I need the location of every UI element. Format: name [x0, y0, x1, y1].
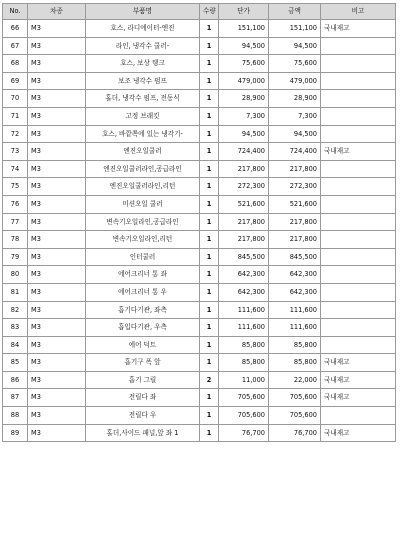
model-cell: M3	[28, 143, 86, 161]
model-cell: M3	[28, 20, 86, 38]
note-cell	[321, 248, 396, 266]
quantity-cell: 1	[200, 266, 219, 284]
table-row	[3, 37, 396, 55]
table-row	[3, 195, 396, 213]
quantity-cell: 1	[200, 160, 219, 178]
quantity-cell: 1	[200, 107, 219, 125]
unit-price-cell: 151,100	[219, 20, 269, 38]
part-name-cell: 변속기오일라인,리턴	[86, 231, 200, 249]
part-name-cell: 에어크리너 통 우	[86, 283, 200, 301]
note-cell	[321, 336, 396, 354]
table-row	[3, 20, 396, 38]
row-number: 74	[3, 160, 28, 178]
amount-cell: 521,600	[269, 195, 321, 213]
model-cell: M3	[28, 389, 86, 407]
quantity-cell: 1	[200, 283, 219, 301]
table-row	[3, 72, 396, 90]
quantity-cell: 1	[200, 231, 219, 249]
row-number: 80	[3, 266, 28, 284]
unit-price-cell: 94,500	[219, 37, 269, 55]
part-name-cell: 호스, 보상 탱크	[86, 55, 200, 73]
unit-price-cell: 75,600	[219, 55, 269, 73]
row-number: 72	[3, 125, 28, 143]
amount-cell: 7,300	[269, 107, 321, 125]
header-row	[3, 4, 396, 20]
amount-cell: 111,600	[269, 319, 321, 337]
table-row	[3, 407, 396, 425]
table-row	[3, 143, 396, 161]
table-row	[3, 160, 396, 178]
quantity-cell: 1	[200, 178, 219, 196]
unit-price-cell: 7,300	[219, 107, 269, 125]
quantity-cell: 1	[200, 389, 219, 407]
quantity-cell: 1	[200, 143, 219, 161]
unit-price-cell: 521,600	[219, 195, 269, 213]
part-name-cell: 흡입다기관, 우측	[86, 319, 200, 337]
amount-cell: 22,000	[269, 371, 321, 389]
table-row	[3, 266, 396, 284]
row-number: 85	[3, 354, 28, 372]
amount-cell: 28,900	[269, 90, 321, 108]
row-number: 87	[3, 389, 28, 407]
amount-cell: 151,100	[269, 20, 321, 38]
table-row	[3, 283, 396, 301]
model-cell: M3	[28, 424, 86, 442]
quantity-cell: 1	[200, 213, 219, 231]
quantity-cell: 1	[200, 90, 219, 108]
note-cell	[321, 407, 396, 425]
amount-cell: 217,800	[269, 213, 321, 231]
unit-price-cell: 217,800	[219, 231, 269, 249]
row-number: 73	[3, 143, 28, 161]
model-cell: M3	[28, 90, 86, 108]
model-cell: M3	[28, 301, 86, 319]
part-name-cell: 변속기오일라인,공급라인	[86, 213, 200, 231]
unit-price-cell: 705,600	[219, 389, 269, 407]
table-row	[3, 90, 396, 108]
part-name-cell: 보조 냉각수 펌프	[86, 72, 200, 90]
parts-price-sheet	[2, 3, 395, 442]
part-name-cell: 에어 덕트	[86, 336, 200, 354]
note-cell	[321, 301, 396, 319]
model-cell: M3	[28, 283, 86, 301]
amount-cell: 94,500	[269, 125, 321, 143]
amount-cell: 111,600	[269, 301, 321, 319]
table-row	[3, 213, 396, 231]
table-row	[3, 107, 396, 125]
unit-price-cell: 11,000	[219, 371, 269, 389]
quantity-cell: 1	[200, 407, 219, 425]
amount-cell: 705,600	[269, 407, 321, 425]
part-name-cell: 미션오일 쿨러	[86, 195, 200, 213]
part-name-cell: 호스, 라디에이터-엔진	[86, 20, 200, 38]
amount-cell: 705,600	[269, 389, 321, 407]
amount-cell: 94,500	[269, 37, 321, 55]
part-name-cell: 고정 브래킷	[86, 107, 200, 125]
header-model: 차종	[28, 4, 86, 20]
row-number: 84	[3, 336, 28, 354]
table-row	[3, 248, 396, 266]
part-name-cell: 홀더, 냉각수 펌프, 전동식	[86, 90, 200, 108]
header-no: No.	[3, 4, 28, 20]
table-row	[3, 389, 396, 407]
amount-cell: 217,800	[269, 231, 321, 249]
unit-price-cell: 642,300	[219, 283, 269, 301]
model-cell: M3	[28, 213, 86, 231]
note-cell: 국내재고	[321, 143, 396, 161]
row-number: 67	[3, 37, 28, 55]
table-row	[3, 301, 396, 319]
quantity-cell: 1	[200, 125, 219, 143]
quantity-cell: 1	[200, 336, 219, 354]
note-cell	[321, 72, 396, 90]
unit-price-cell: 85,800	[219, 354, 269, 372]
note-cell	[321, 125, 396, 143]
model-cell: M3	[28, 125, 86, 143]
model-cell: M3	[28, 72, 86, 90]
part-name-cell: 인터쿨러	[86, 248, 200, 266]
quantity-cell: 1	[200, 319, 219, 337]
unit-price-cell: 479,000	[219, 72, 269, 90]
quantity-cell: 2	[200, 371, 219, 389]
model-cell: M3	[28, 37, 86, 55]
row-number: 76	[3, 195, 28, 213]
note-cell	[321, 107, 396, 125]
part-name-cell: 홀더,사이드 패널,앞 좌 1	[86, 424, 200, 442]
table-row	[3, 319, 396, 337]
row-number: 70	[3, 90, 28, 108]
amount-cell: 85,800	[269, 354, 321, 372]
model-cell: M3	[28, 107, 86, 125]
row-number: 66	[3, 20, 28, 38]
header-unit-price: 단가	[219, 4, 269, 20]
note-cell: 국내재고	[321, 371, 396, 389]
note-cell	[321, 178, 396, 196]
note-cell	[321, 195, 396, 213]
row-number: 77	[3, 213, 28, 231]
row-number: 81	[3, 283, 28, 301]
part-name-cell: 엔진오일쿨러라인,리턴	[86, 178, 200, 196]
row-number: 89	[3, 424, 28, 442]
header-amount: 금액	[269, 4, 321, 20]
table-row	[3, 178, 396, 196]
amount-cell: 479,000	[269, 72, 321, 90]
note-cell	[321, 283, 396, 301]
amount-cell: 642,300	[269, 283, 321, 301]
quantity-cell: 1	[200, 55, 219, 73]
note-cell: 국내재고	[321, 389, 396, 407]
part-name-cell: 호스, 바깥쪽에 있는 냉각기-	[86, 125, 200, 143]
part-name-cell: 엔진오일쿨러라인,공급라인	[86, 160, 200, 178]
row-number: 75	[3, 178, 28, 196]
part-name-cell: 흡기다기관, 좌측	[86, 301, 200, 319]
unit-price-cell: 85,800	[219, 336, 269, 354]
amount-cell: 642,300	[269, 266, 321, 284]
note-cell	[321, 319, 396, 337]
model-cell: M3	[28, 319, 86, 337]
quantity-cell: 1	[200, 424, 219, 442]
model-cell: M3	[28, 336, 86, 354]
note-cell	[321, 231, 396, 249]
part-name-cell: 흡기 그릴	[86, 371, 200, 389]
note-cell: 국내재고	[321, 20, 396, 38]
model-cell: M3	[28, 371, 86, 389]
row-number: 78	[3, 231, 28, 249]
model-cell: M3	[28, 407, 86, 425]
unit-price-cell: 217,800	[219, 160, 269, 178]
table-row	[3, 354, 396, 372]
unit-price-cell: 272,300	[219, 178, 269, 196]
row-number: 82	[3, 301, 28, 319]
unit-price-cell: 724,400	[219, 143, 269, 161]
part-name-cell: 에어크리너 통 좌	[86, 266, 200, 284]
model-cell: M3	[28, 195, 86, 213]
quantity-cell: 1	[200, 72, 219, 90]
header-quantity: 수량	[200, 4, 219, 20]
amount-cell: 724,400	[269, 143, 321, 161]
table-row	[3, 55, 396, 73]
unit-price-cell: 705,600	[219, 407, 269, 425]
model-cell: M3	[28, 178, 86, 196]
amount-cell: 85,800	[269, 336, 321, 354]
amount-cell: 217,800	[269, 160, 321, 178]
note-cell	[321, 90, 396, 108]
unit-price-cell: 111,600	[219, 319, 269, 337]
note-cell: 국내재고	[321, 424, 396, 442]
quantity-cell: 1	[200, 354, 219, 372]
model-cell: M3	[28, 354, 86, 372]
quantity-cell: 1	[200, 248, 219, 266]
amount-cell: 272,300	[269, 178, 321, 196]
row-number: 83	[3, 319, 28, 337]
unit-price-cell: 28,900	[219, 90, 269, 108]
model-cell: M3	[28, 248, 86, 266]
part-name-cell: 전릴다 좌	[86, 389, 200, 407]
model-cell: M3	[28, 55, 86, 73]
quantity-cell: 1	[200, 37, 219, 55]
table-row	[3, 424, 396, 442]
table-row	[3, 125, 396, 143]
note-cell	[321, 266, 396, 284]
header-note: 비고	[321, 4, 396, 20]
row-number: 86	[3, 371, 28, 389]
model-cell: M3	[28, 231, 86, 249]
unit-price-cell: 76,700	[219, 424, 269, 442]
note-cell	[321, 55, 396, 73]
row-number: 79	[3, 248, 28, 266]
header-part-name: 부품명	[86, 4, 200, 20]
table-row	[3, 371, 396, 389]
amount-cell: 76,700	[269, 424, 321, 442]
table-row	[3, 231, 396, 249]
quantity-cell: 1	[200, 20, 219, 38]
part-name-cell: 전릴다 우	[86, 407, 200, 425]
row-number: 88	[3, 407, 28, 425]
part-name-cell: 라인, 냉각수 쿨러-	[86, 37, 200, 55]
note-cell	[321, 213, 396, 231]
note-cell	[321, 160, 396, 178]
table-body	[3, 20, 396, 442]
amount-cell: 845,500	[269, 248, 321, 266]
unit-price-cell: 845,500	[219, 248, 269, 266]
unit-price-cell: 642,300	[219, 266, 269, 284]
part-name-cell: 엔진오일쿨러	[86, 143, 200, 161]
note-cell: 국내재고	[321, 354, 396, 372]
row-number: 68	[3, 55, 28, 73]
row-number: 69	[3, 72, 28, 90]
unit-price-cell: 94,500	[219, 125, 269, 143]
row-number: 71	[3, 107, 28, 125]
quantity-cell: 1	[200, 301, 219, 319]
part-name-cell: 흡기구 폭 앞	[86, 354, 200, 372]
model-cell: M3	[28, 160, 86, 178]
amount-cell: 75,600	[269, 55, 321, 73]
table-row	[3, 336, 396, 354]
unit-price-cell: 111,600	[219, 301, 269, 319]
parts-table	[2, 3, 396, 442]
note-cell	[321, 37, 396, 55]
model-cell: M3	[28, 266, 86, 284]
unit-price-cell: 217,800	[219, 213, 269, 231]
quantity-cell: 1	[200, 195, 219, 213]
